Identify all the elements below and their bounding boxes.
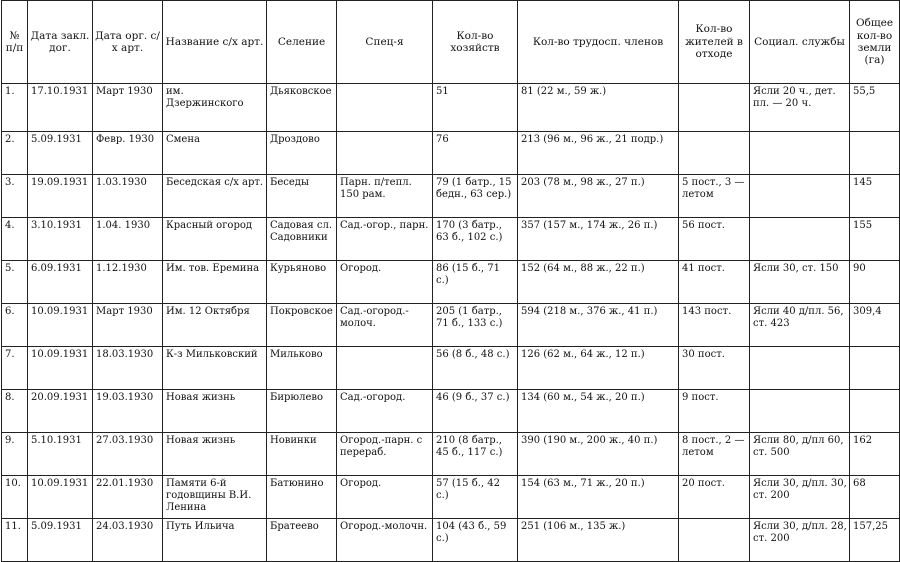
row-village: Бирюлево (267, 390, 337, 433)
row-households: 76 (433, 132, 518, 175)
row-contract-date: 5.09.1931 (28, 132, 93, 175)
table-row (2, 218, 900, 261)
row-specialization: Огород. (337, 476, 433, 519)
header-households: Кол-во хозяйств (433, 1, 518, 84)
row-services (750, 175, 850, 218)
row-org-date: Февр. 1930 (93, 132, 163, 175)
row-name: Им. 12 Октября (163, 304, 267, 347)
row-specialization: Сад.-огород.-молоч. (337, 304, 433, 347)
row-workers: 81 (22 м., 59 ж.) (518, 84, 679, 132)
row-households: 170 (3 батр., 63 б., 102 с.) (433, 218, 518, 261)
table-row (2, 132, 900, 175)
row-services: Ясли 80, д/пл 60, ст. 500 (750, 433, 850, 476)
row-name: К-з Мильковский (163, 347, 267, 390)
header-name: Название с/х арт. (163, 1, 267, 84)
row-village: Братеево (267, 519, 337, 562)
row-services: Ясли 30, ст. 150 (750, 261, 850, 304)
table-row (2, 519, 900, 562)
row-contract-date: 19.09.1931 (28, 175, 93, 218)
table-row (2, 175, 900, 218)
row-services: Ясли 30, д/пл. 28, ст. 200 (750, 519, 850, 562)
row-num: 5. (2, 261, 28, 304)
table-row (2, 390, 900, 433)
row-away (679, 132, 750, 175)
row-away: 9 пост. (679, 390, 750, 433)
row-households: 46 (9 б., 37 с.) (433, 390, 518, 433)
table-row (2, 347, 900, 390)
table-row (2, 433, 900, 476)
row-households: 57 (15 б., 42 с.) (433, 476, 518, 519)
row-org-date: Март 1930 (93, 84, 163, 132)
header-specialization: Спец-я (337, 1, 433, 84)
row-num: 10. (2, 476, 28, 519)
row-workers: 154 (63 м., 71 ж., 20 п.) (518, 476, 679, 519)
row-households: 104 (43 б., 59 с.) (433, 519, 518, 562)
collective-farms-table (1, 0, 900, 562)
row-specialization: Сад.-огор., парн. (337, 218, 433, 261)
table-row (2, 476, 900, 519)
row-workers: 203 (78 м., 98 ж., 27 п.) (518, 175, 679, 218)
row-name: Им. тов. Еремина (163, 261, 267, 304)
row-away (679, 519, 750, 562)
row-households: 205 (1 батр., 71 б., 133 с.) (433, 304, 518, 347)
row-num: 3. (2, 175, 28, 218)
row-name: Беседская с/х арт. (163, 175, 267, 218)
row-name: Путь Ильича (163, 519, 267, 562)
row-num: 4. (2, 218, 28, 261)
row-village: Новинки (267, 433, 337, 476)
row-away (679, 84, 750, 132)
row-village: Беседы (267, 175, 337, 218)
row-land (850, 390, 900, 433)
row-land: 309,4 (850, 304, 900, 347)
row-households: 210 (8 батр., 45 б., 117 с.) (433, 433, 518, 476)
row-org-date: 1.12.1930 (93, 261, 163, 304)
header-land: Общее кол-во земли (га) (850, 1, 900, 84)
row-contract-date: 20.09.1931 (28, 390, 93, 433)
row-services (750, 218, 850, 261)
row-org-date: 22.01.1930 (93, 476, 163, 519)
row-away: 143 пост. (679, 304, 750, 347)
row-households: 79 (1 батр., 15 бедн., 63 сер.) (433, 175, 518, 218)
row-land: 155 (850, 218, 900, 261)
row-land: 55,5 (850, 84, 900, 132)
row-services (750, 132, 850, 175)
row-workers: 251 (106 м., 135 ж.) (518, 519, 679, 562)
row-households: 51 (433, 84, 518, 132)
row-workers: 134 (60 м., 54 ж., 20 п.) (518, 390, 679, 433)
row-org-date: 1.04. 1930 (93, 218, 163, 261)
row-village: Батюнино (267, 476, 337, 519)
header-contract-date: Дата закл. дог. (28, 1, 93, 84)
row-village: Садовая сл. Садовники (267, 218, 337, 261)
row-workers: 213 (96 м., 96 ж., 21 подр.) (518, 132, 679, 175)
row-org-date: 18.03.1930 (93, 347, 163, 390)
row-name: Новая жизнь (163, 390, 267, 433)
header-org-date: Дата орг. с/х арт. (93, 1, 163, 84)
row-specialization: Огород. (337, 261, 433, 304)
row-specialization: Сад.-огород. (337, 390, 433, 433)
header-workers: Кол-во трудосп. членов (518, 1, 679, 84)
row-land (850, 347, 900, 390)
row-name: им. Дзержинского (163, 84, 267, 132)
row-workers: 390 (190 м., 200 ж., 40 п.) (518, 433, 679, 476)
header-row (2, 1, 900, 84)
row-workers: 152 (64 м., 88 ж., 22 п.) (518, 261, 679, 304)
row-num: 1. (2, 84, 28, 132)
row-away: 20 пост. (679, 476, 750, 519)
row-workers: 126 (62 м., 64 ж., 12 п.) (518, 347, 679, 390)
row-land (850, 132, 900, 175)
row-contract-date: 10.09.1931 (28, 304, 93, 347)
row-specialization: Огород.-парн. с перераб. (337, 433, 433, 476)
row-village: Курьяново (267, 261, 337, 304)
row-specialization: Огород.-молочн. (337, 519, 433, 562)
row-specialization (337, 132, 433, 175)
header-services: Социал. службы (750, 1, 850, 84)
row-org-date: 27.03.1930 (93, 433, 163, 476)
row-org-date: 24.03.1930 (93, 519, 163, 562)
row-away: 41 пост. (679, 261, 750, 304)
header-village: Селение (267, 1, 337, 84)
row-away: 5 пост., 3 — летом (679, 175, 750, 218)
row-land: 68 (850, 476, 900, 519)
row-services (750, 390, 850, 433)
row-away: 56 пост. (679, 218, 750, 261)
row-num: 2. (2, 132, 28, 175)
row-org-date: 19.03.1930 (93, 390, 163, 433)
row-land: 157,25 (850, 519, 900, 562)
row-num: 7. (2, 347, 28, 390)
row-contract-date: 6.09.1931 (28, 261, 93, 304)
row-village: Дроздово (267, 132, 337, 175)
row-services: Ясли 40 д/пл. 56, ст. 423 (750, 304, 850, 347)
row-num: 11. (2, 519, 28, 562)
row-village: Дьяковское (267, 84, 337, 132)
row-name: Смена (163, 132, 267, 175)
header-num: № п/п (2, 1, 28, 84)
row-village: Покровское (267, 304, 337, 347)
row-name: Памяти 6-й годовщины В.И. Ленина (163, 476, 267, 519)
row-contract-date: 5.10.1931 (28, 433, 93, 476)
row-workers: 357 (157 м., 174 ж., 26 п.) (518, 218, 679, 261)
row-land: 145 (850, 175, 900, 218)
table-row (2, 304, 900, 347)
row-specialization: Парн. п/тепл. 150 рам. (337, 175, 433, 218)
row-households: 86 (15 б., 71 с.) (433, 261, 518, 304)
row-away: 8 пост., 2 — летом (679, 433, 750, 476)
row-num: 6. (2, 304, 28, 347)
table-row (2, 261, 900, 304)
row-land: 90 (850, 261, 900, 304)
row-name: Новая жизнь (163, 433, 267, 476)
row-households: 56 (8 б., 48 с.) (433, 347, 518, 390)
row-services (750, 347, 850, 390)
row-away: 30 пост. (679, 347, 750, 390)
row-org-date: Март 1930 (93, 304, 163, 347)
row-num: 8. (2, 390, 28, 433)
row-contract-date: 3.10.1931 (28, 218, 93, 261)
row-contract-date: 5.09.1931 (28, 519, 93, 562)
row-workers: 594 (218 м., 376 ж., 41 п.) (518, 304, 679, 347)
row-land: 162 (850, 433, 900, 476)
row-contract-date: 10.09.1931 (28, 347, 93, 390)
header-away: Кол-во жителей в отходе (679, 1, 750, 84)
row-village: Мильково (267, 347, 337, 390)
row-services: Ясли 30, д/пл. 30, ст. 200 (750, 476, 850, 519)
row-num: 9. (2, 433, 28, 476)
row-specialization (337, 84, 433, 132)
row-contract-date: 10.09.1931 (28, 476, 93, 519)
row-specialization (337, 347, 433, 390)
row-contract-date: 17.10.1931 (28, 84, 93, 132)
row-services: Ясли 20 ч., дет. пл. — 20 ч. (750, 84, 850, 132)
table-row (2, 84, 900, 132)
row-name: Красный огород (163, 218, 267, 261)
row-org-date: 1.03.1930 (93, 175, 163, 218)
